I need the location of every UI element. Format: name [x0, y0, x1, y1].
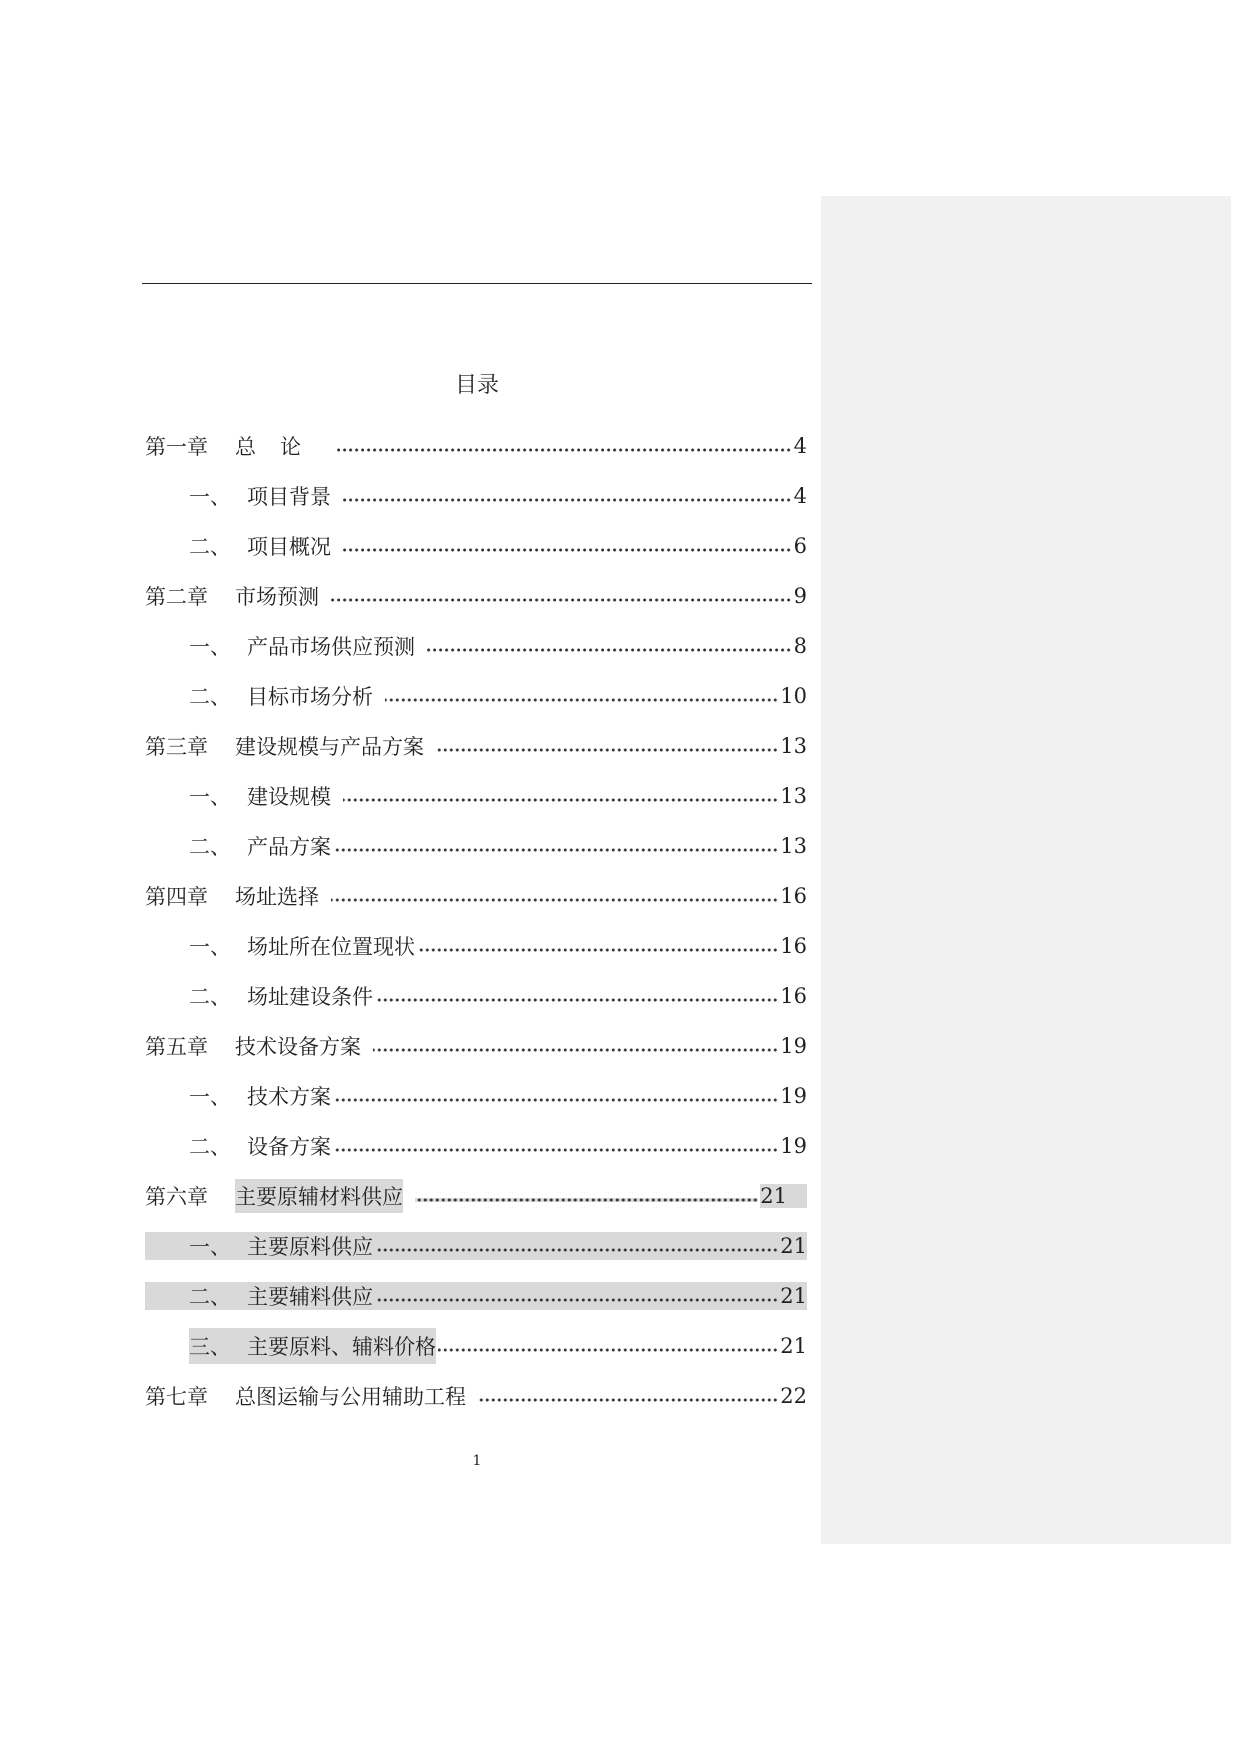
dot-leader [375, 1298, 778, 1302]
toc-entry-title: 产品方案 [247, 835, 331, 859]
toc-entry-section[interactable] [145, 621, 807, 671]
toc-entry-number: 二、 [189, 1135, 231, 1159]
toc-entry-number: 一、 [189, 785, 231, 809]
toc-entry-section[interactable] [145, 971, 807, 1021]
toc-entry-number: 二、 [189, 985, 231, 1009]
toc-entry-page: 10 [780, 684, 807, 708]
toc-entry-section[interactable] [145, 1221, 807, 1271]
dot-leader [375, 998, 778, 1002]
toc-entry-section[interactable] [145, 671, 807, 721]
toc-entry-title: 项目背景 [247, 485, 331, 509]
toc-entry-title: 市场预测 [235, 585, 319, 609]
toc-entry-title: 产品市场供应预测 [247, 635, 415, 659]
toc-entry-title: 主要辅料供应 [247, 1285, 373, 1309]
toc-entry-section[interactable] [145, 1271, 807, 1321]
toc-entry-title: 建设规模 [247, 785, 331, 809]
toc-entry-title: 技术设备方案 [235, 1035, 361, 1059]
toc-entry-page: 16 [780, 934, 807, 958]
dot-leader [438, 1348, 778, 1352]
toc-entry-title: 项目概况 [247, 535, 331, 559]
toc-entry-page: 16 [780, 984, 807, 1008]
toc-entry-number: 第三章 [145, 735, 208, 759]
toc-entry-section[interactable] [145, 1321, 807, 1371]
dot-leader [427, 648, 792, 652]
toc-entry-chapter-7[interactable] [145, 1371, 807, 1421]
toc-entry-page: 8 [793, 634, 807, 658]
toc-entry-page: 19 [780, 1134, 807, 1158]
toc-entry-number: 一、 [189, 635, 231, 659]
toc-entry-title: 设备方案 [247, 1135, 331, 1159]
toc-entry-page: 13 [780, 784, 807, 808]
toc-entry-title: 目标市场分析 [247, 685, 373, 709]
toc-entry-page: 9 [793, 584, 807, 608]
toc-entry-title: 主要原料、辅料价格 [247, 1328, 436, 1364]
dot-leader [403, 1198, 758, 1202]
comment-margin-pane [821, 196, 1231, 1544]
toc-entry-title: 主要原辅材料供应 [235, 1179, 403, 1213]
toc-entry-title: 主要原料供应 [247, 1235, 373, 1259]
toc-entry-title: 建设规模与产品方案 [235, 735, 424, 759]
toc-title: 目录 [454, 373, 499, 398]
toc-entry-chapter-6[interactable] [145, 1171, 807, 1221]
toc-entry-title: 技术方案 [247, 1085, 331, 1109]
toc-entry-title: 场址所在位置现状 [247, 935, 415, 959]
toc-entry-number: 一、 [189, 1085, 231, 1109]
toc-entry-page: 21 [780, 1334, 807, 1358]
toc-entry-title: 场址选择 [235, 885, 319, 909]
toc-entry-page: 4 [793, 484, 807, 508]
dot-leader [417, 948, 778, 952]
table-of-contents [145, 421, 807, 1421]
dot-leader [337, 448, 792, 452]
toc-entry-chapter-3[interactable] [145, 721, 807, 771]
page-number: 1 [472, 1453, 482, 1469]
toc-entry-chapter-1[interactable] [145, 421, 807, 471]
toc-entry-section[interactable] [145, 1071, 807, 1121]
toc-entry-page: 21 [780, 1234, 807, 1258]
toc-entry-section[interactable] [145, 521, 807, 571]
toc-entry-number: 第七章 [145, 1385, 208, 1409]
toc-entry-page: 13 [780, 834, 807, 858]
dot-leader [331, 598, 792, 602]
dot-leader [331, 898, 778, 902]
toc-entry-section[interactable] [145, 921, 807, 971]
dot-leader [343, 498, 792, 502]
toc-entry-page: 21 [780, 1284, 807, 1308]
dot-leader [333, 848, 778, 852]
dot-leader [333, 1098, 778, 1102]
toc-entry-section[interactable] [145, 1121, 807, 1171]
toc-entry-section[interactable] [145, 771, 807, 821]
toc-entry-number: 第四章 [145, 885, 208, 909]
toc-entry-page: 21 [760, 1184, 807, 1208]
dot-leader [343, 798, 778, 802]
toc-entry-number: 二、 [189, 835, 231, 859]
toc-entry-title: 总论 [235, 435, 325, 459]
toc-entry-number: 第二章 [145, 585, 208, 609]
dot-leader [385, 698, 778, 702]
dot-leader [478, 1398, 778, 1402]
header-rule [142, 283, 812, 284]
toc-entry-number: 第六章 [145, 1185, 208, 1209]
toc-entry-number: 二、 [189, 685, 231, 709]
toc-entry-page: 13 [780, 734, 807, 758]
toc-entry-number: 第一章 [145, 435, 208, 459]
toc-entry-page: 4 [793, 434, 807, 458]
toc-entry-number: 第五章 [145, 1035, 208, 1059]
toc-entry-number: 三、 [189, 1328, 247, 1364]
toc-entry-number: 一、 [189, 935, 231, 959]
toc-entry-chapter-5[interactable] [145, 1021, 807, 1071]
toc-entry-page: 16 [780, 884, 807, 908]
dot-leader [343, 548, 792, 552]
dot-leader [373, 1048, 778, 1052]
dot-leader [333, 1148, 778, 1152]
toc-entry-chapter-4[interactable] [145, 871, 807, 921]
toc-entry-section[interactable] [145, 471, 807, 521]
toc-entry-page: 19 [780, 1084, 807, 1108]
toc-entry-page: 6 [793, 534, 807, 558]
toc-entry-number: 二、 [189, 535, 231, 559]
toc-entry-chapter-2[interactable] [145, 571, 807, 621]
toc-entry-title: 总图运输与公用辅助工程 [235, 1385, 466, 1409]
toc-entry-page: 19 [780, 1034, 807, 1058]
dot-leader [375, 1248, 778, 1252]
toc-entry-page: 22 [780, 1384, 807, 1408]
toc-entry-number: 一、 [189, 1235, 231, 1259]
dot-leader [436, 748, 778, 752]
toc-entry-number: 二、 [189, 1285, 231, 1309]
toc-entry-title: 场址建设条件 [247, 985, 373, 1009]
toc-entry-section[interactable] [145, 821, 807, 871]
toc-entry-number: 一、 [189, 485, 231, 509]
